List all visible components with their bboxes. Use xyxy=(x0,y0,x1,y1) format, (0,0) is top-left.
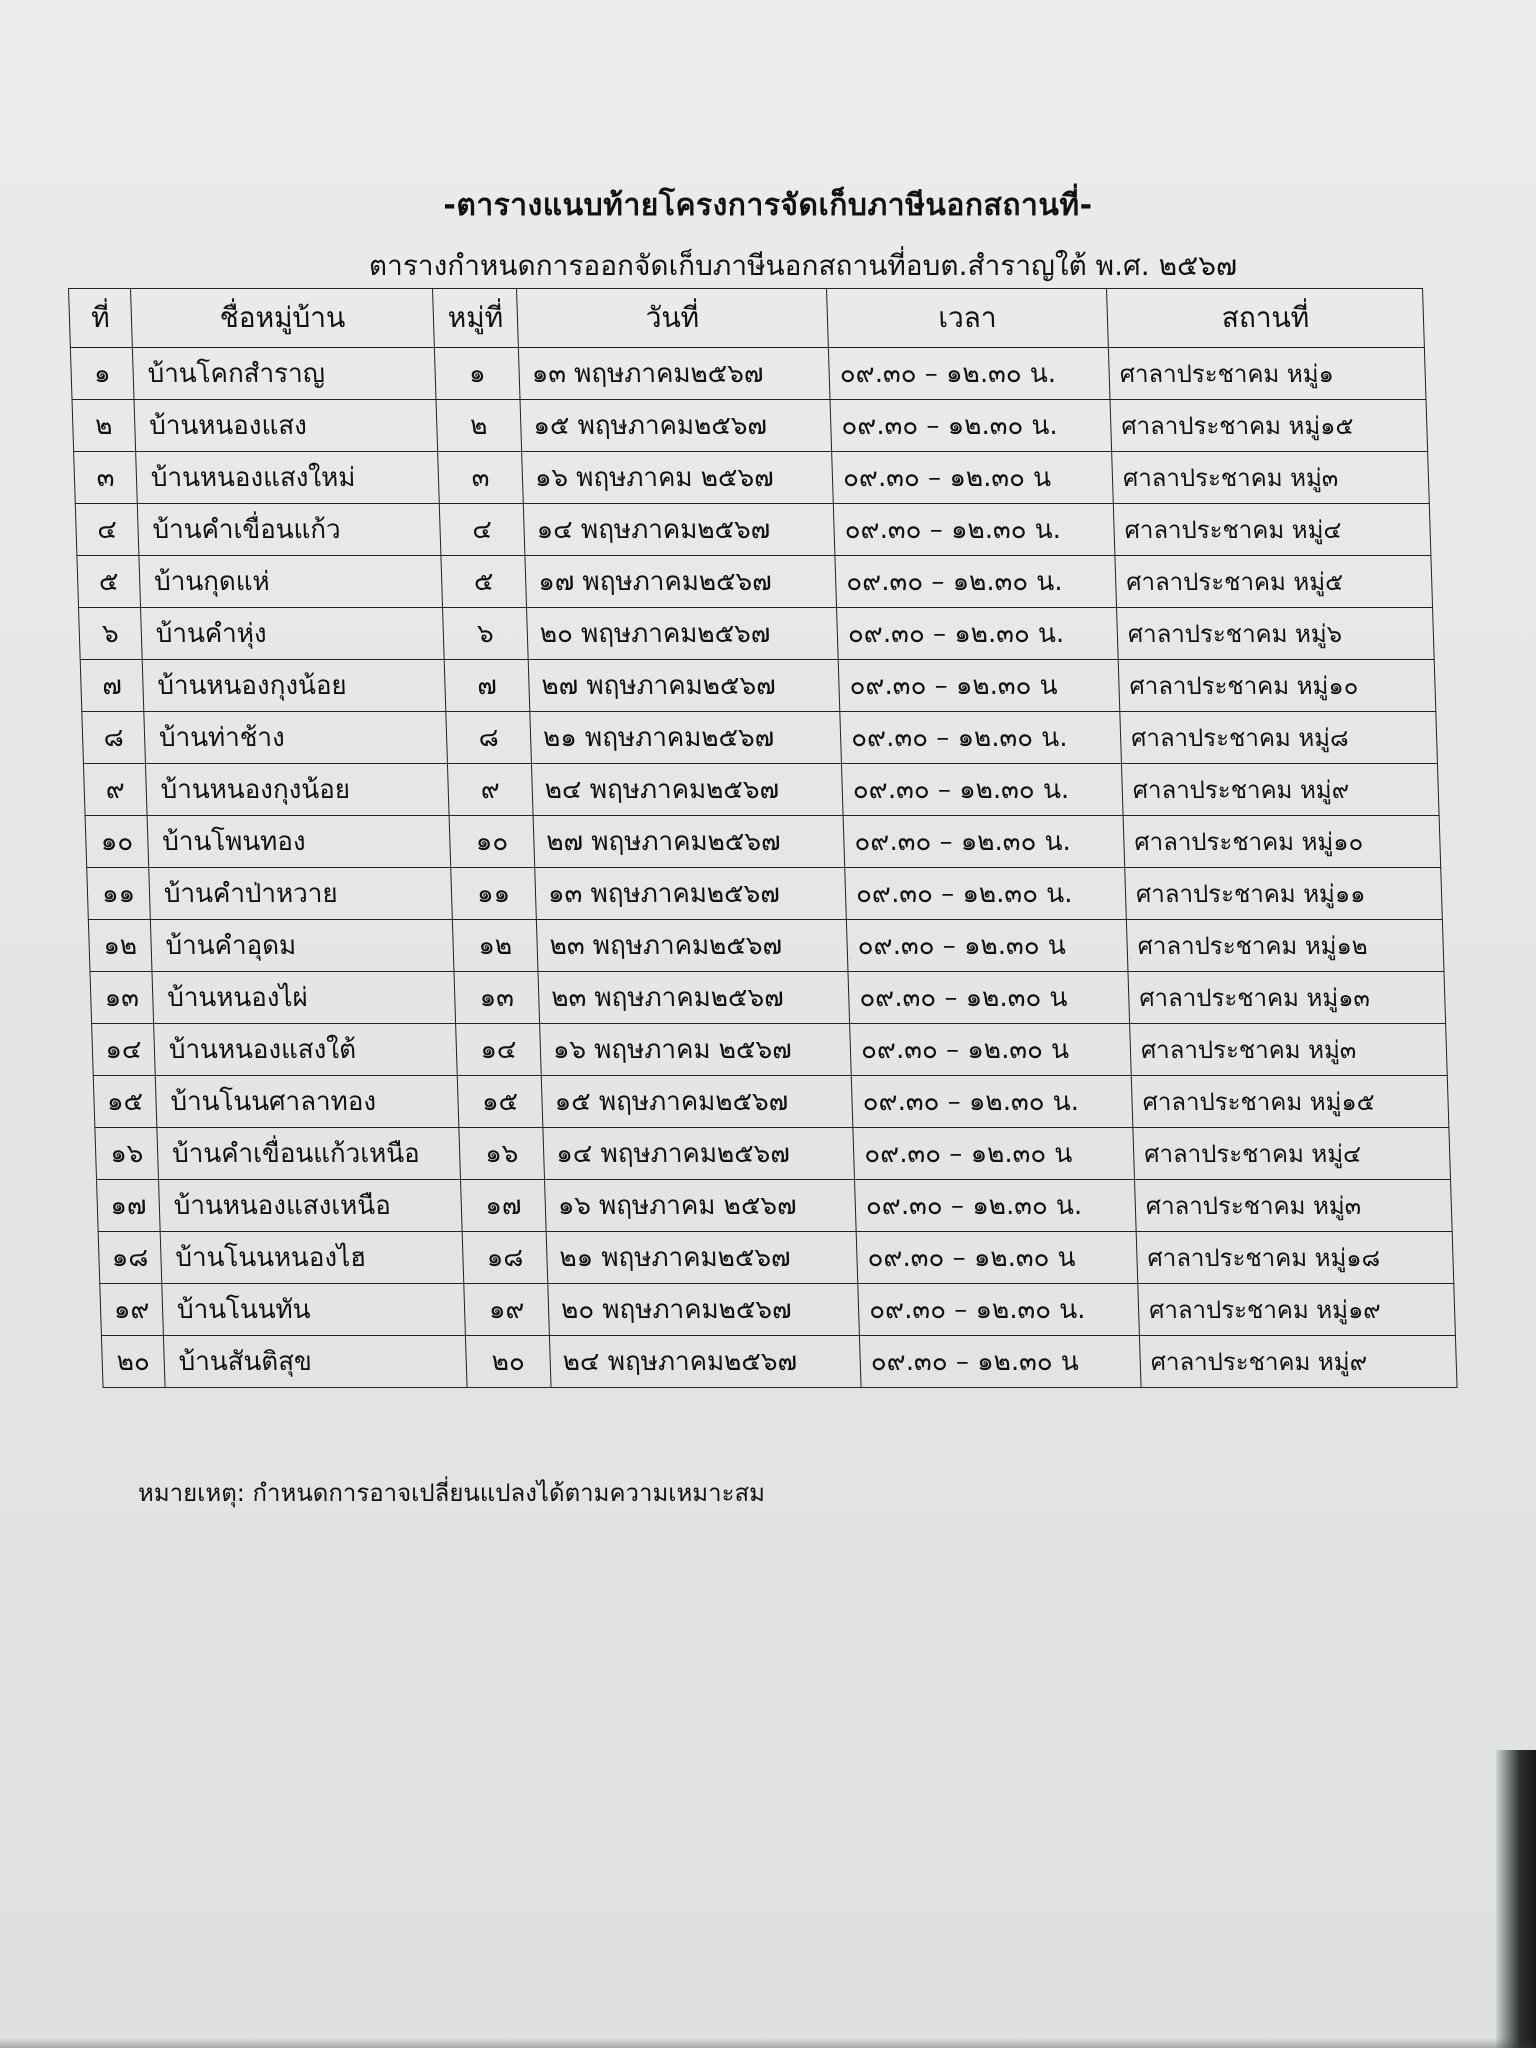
cell-village-name: บ้านคำเขื่อนแก้วเหนือ xyxy=(157,1128,461,1180)
cell-moo: ๑๗ xyxy=(461,1180,547,1232)
table-row xyxy=(79,608,1435,660)
cell-time: ๐๙.๓๐ – ๑๒.๓๐ น xyxy=(848,972,1130,1024)
cell-time: ๐๙.๓๐ – ๑๒.๓๐ น xyxy=(859,1336,1141,1388)
cell-place: ศาลาประชาคม หมู่๑๑ xyxy=(1125,868,1443,920)
cell-village-name: บ้านหนองแสง xyxy=(134,400,438,452)
cell-no: ๘ xyxy=(82,712,146,764)
cell-no: ๖ xyxy=(79,608,143,660)
cell-moo: ๖ xyxy=(443,608,529,660)
cell-place: ศาลาประชาคม หมู่๑๐ xyxy=(1123,816,1441,868)
cell-date: ๑๕ พฤษภาคม๒๕๖๗ xyxy=(520,400,832,452)
footnote: หมายเหตุ: กำหนดการอาจเปลี่ยนแปลงได้ตามความเหมาะสม xyxy=(138,1479,765,1507)
table-body xyxy=(70,348,1457,1388)
cell-time: ๐๙.๓๐ – ๑๒.๓๐ น. xyxy=(833,504,1115,556)
cell-time: ๐๙.๓๐ – ๑๒.๓๐ น. xyxy=(840,712,1122,764)
cell-date: ๒๗ พฤษภาคม๒๕๖๗ xyxy=(528,660,840,712)
cell-time: ๐๙.๓๐ – ๑๒.๓๐ น. xyxy=(841,764,1123,816)
cell-place: ศาลาประชาคม หมู่๙ xyxy=(1121,764,1439,816)
cell-place: ศาลาประชาคม หมู่๑๘ xyxy=(1136,1232,1454,1284)
table-header-row xyxy=(69,289,1425,348)
table-row xyxy=(95,1128,1451,1180)
cell-moo: ๒ xyxy=(436,400,522,452)
cell-date: ๑๓ พฤษภาคม๒๕๖๗ xyxy=(535,868,847,920)
cell-village-name: บ้านหนองไผ่ xyxy=(152,972,456,1024)
cell-village-name: บ้านโนนหนองไฮ xyxy=(160,1232,464,1284)
cell-date: ๒๔ พฤษภาคม๒๕๖๗ xyxy=(549,1336,861,1388)
cell-date: ๑๖ พฤษภาคม ๒๕๖๗ xyxy=(545,1180,857,1232)
cell-no: ๕ xyxy=(77,556,141,608)
table-row xyxy=(90,972,1446,1024)
cell-date: ๒๓ พฤษภาคม๒๕๖๗ xyxy=(536,920,848,972)
cell-time: ๐๙.๓๐ – ๑๒.๓๐ น. xyxy=(843,816,1125,868)
cell-place: ศาลาประชาคม หมู่๑๐ xyxy=(1118,660,1436,712)
cell-place: ศาลาประชาคม หมู่๓ xyxy=(1135,1180,1453,1232)
cell-moo: ๑๖ xyxy=(459,1128,545,1180)
cell-no: ๑๓ xyxy=(90,972,154,1024)
document-subtitle: ตารางกำหนดการออกจัดเก็บภาษีนอกสถานที่อบต.สำราญใต้ พ.ศ. ๒๕๖๗ xyxy=(368,249,1238,282)
cell-moo: ๑๔ xyxy=(456,1024,542,1076)
cell-village-name: บ้านหนองแสงใหม่ xyxy=(136,452,440,504)
cell-moo: ๘ xyxy=(446,712,532,764)
cell-moo: ๒๐ xyxy=(465,1336,551,1388)
cell-no: ๑๙ xyxy=(100,1284,164,1336)
table-row xyxy=(77,556,1433,608)
cell-time: ๐๙.๓๐ – ๑๒.๓๐ น. xyxy=(855,1180,1137,1232)
cell-date: ๒๑ พฤษภาคม๒๕๖๗ xyxy=(546,1232,858,1284)
cell-place: ศาลาประชาคม หมู่๘ xyxy=(1120,712,1438,764)
cell-no: ๑ xyxy=(70,348,134,400)
cell-village-name: บ้านคำหุ่ง xyxy=(141,608,445,660)
cell-time: ๐๙.๓๐ – ๑๒.๓๐ น xyxy=(856,1232,1138,1284)
cell-place: ศาลาประชาคม หมู่๔ xyxy=(1113,504,1431,556)
cell-moo: ๓ xyxy=(438,452,524,504)
cell-no: ๑๔ xyxy=(92,1024,156,1076)
cell-time: ๐๙.๓๐ – ๑๒.๓๐ น xyxy=(846,920,1128,972)
cell-place: ศาลาประชาคม หมู่๙ xyxy=(1139,1336,1457,1388)
cell-moo: ๑๐ xyxy=(449,816,535,868)
document-title: -ตารางแนบท้ายโครงการจัดเก็บภาษีนอกสถานที่- xyxy=(443,188,1093,223)
cell-village-name: บ้านสันติสุข xyxy=(163,1336,467,1388)
table-row xyxy=(80,660,1436,712)
cell-moo: ๑ xyxy=(434,348,520,400)
cell-village-name: บ้านโนนศาลาทอง xyxy=(155,1076,459,1128)
cell-moo: ๑๓ xyxy=(454,972,540,1024)
cell-date: ๑๓ พฤษภาคม๒๕๖๗ xyxy=(518,348,830,400)
cell-village-name: บ้านหนองกุงน้อย xyxy=(142,660,446,712)
cell-no: ๗ xyxy=(80,660,144,712)
cell-date: ๒๑ พฤษภาคม๒๕๖๗ xyxy=(530,712,842,764)
cell-date: ๒๗ พฤษภาคม๒๕๖๗ xyxy=(533,816,845,868)
cell-time: ๐๙.๓๐ – ๑๒.๓๐ น. xyxy=(835,556,1117,608)
cell-place: ศาลาประชาคม หมู่๓ xyxy=(1112,452,1430,504)
cell-date: ๒๔ พฤษภาคม๒๕๖๗ xyxy=(531,764,843,816)
cell-date: ๑๗ พฤษภาคม๒๕๖๗ xyxy=(525,556,837,608)
cell-no: ๑๖ xyxy=(95,1128,159,1180)
table-row xyxy=(74,452,1430,504)
cell-no: ๑๘ xyxy=(98,1232,162,1284)
schedule-table xyxy=(68,288,1458,1388)
cell-village-name: บ้านหนองกุงน้อย xyxy=(145,764,449,816)
cell-village-name: บ้านหนองแสงเหนือ xyxy=(159,1180,463,1232)
header-date: วันที่ xyxy=(517,289,829,348)
cell-time: ๐๙.๓๐ – ๑๒.๓๐ น xyxy=(838,660,1120,712)
cell-moo: ๗ xyxy=(444,660,530,712)
cell-moo: ๑๕ xyxy=(457,1076,543,1128)
cell-no: ๑๗ xyxy=(97,1180,161,1232)
cell-village-name: บ้านโคกสำราญ xyxy=(132,348,436,400)
table-row xyxy=(88,920,1444,972)
cell-date: ๒๐ พฤษภาคม๒๕๖๗ xyxy=(548,1284,860,1336)
cell-no: ๙ xyxy=(83,764,147,816)
cell-date: ๒๐ พฤษภาคม๒๕๖๗ xyxy=(527,608,839,660)
cell-village-name: บ้านคำป่าหวาย xyxy=(149,868,453,920)
table-row xyxy=(93,1076,1449,1128)
cell-village-name: บ้านคำอุดม xyxy=(150,920,454,972)
cell-no: ๑๕ xyxy=(93,1076,157,1128)
cell-moo: ๑๘ xyxy=(462,1232,548,1284)
cell-village-name: บ้านโพนทอง xyxy=(147,816,451,868)
cell-date: ๒๓ พฤษภาคม๒๕๖๗ xyxy=(538,972,850,1024)
cell-village-name: บ้านคำเขื่อนแก้ว xyxy=(137,504,441,556)
header-place: สถานที่ xyxy=(1107,289,1425,348)
cell-village-name: บ้านท่าช้าง xyxy=(144,712,448,764)
table-row xyxy=(70,348,1426,400)
table-row xyxy=(82,712,1438,764)
header-moo: หมู่ที่ xyxy=(433,289,519,348)
cell-place: ศาลาประชาคม หมู่๑๕ xyxy=(1131,1076,1449,1128)
cell-date: ๑๖ พฤษภาคม ๒๕๖๗ xyxy=(540,1024,852,1076)
cell-date: ๑๕ พฤษภาคม๒๕๖๗ xyxy=(541,1076,853,1128)
cell-moo: ๑๑ xyxy=(451,868,537,920)
header-village-name: ชื่อหมู่บ้าน xyxy=(131,289,435,348)
cell-place: ศาลาประชาคม หมู่๖ xyxy=(1117,608,1435,660)
table-row xyxy=(101,1336,1457,1388)
cell-no: ๑๐ xyxy=(85,816,149,868)
cell-time: ๐๙.๓๐ – ๑๒.๓๐ น xyxy=(832,452,1114,504)
cell-date: ๑๔ พฤษภาคม๒๕๖๗ xyxy=(543,1128,855,1180)
cell-moo: ๑๙ xyxy=(464,1284,550,1336)
cell-time: ๐๙.๓๐ – ๑๒.๓๐ น. xyxy=(851,1076,1133,1128)
background-edge xyxy=(1496,1750,1536,2048)
table-row xyxy=(92,1024,1448,1076)
cell-place: ศาลาประชาคม หมู่๕ xyxy=(1115,556,1433,608)
cell-village-name: บ้านกุดแห่ xyxy=(139,556,443,608)
paper-shadow xyxy=(0,2038,1536,2048)
cell-no: ๑๒ xyxy=(88,920,152,972)
header-no: ที่ xyxy=(69,289,133,348)
cell-place: ศาลาประชาคม หมู่๑๕ xyxy=(1110,400,1428,452)
cell-place: ศาลาประชาคม หมู่๑๙ xyxy=(1138,1284,1456,1336)
table-row xyxy=(100,1284,1456,1336)
cell-no: ๒ xyxy=(72,400,136,452)
table-row xyxy=(87,868,1443,920)
cell-no: ๓ xyxy=(74,452,138,504)
table-row xyxy=(98,1232,1454,1284)
cell-place: ศาลาประชาคม หมู่๔ xyxy=(1133,1128,1451,1180)
cell-time: ๐๙.๓๐ – ๑๒.๓๐ น xyxy=(853,1128,1135,1180)
cell-no: ๔ xyxy=(75,504,139,556)
cell-place: ศาลาประชาคม หมู่๑ xyxy=(1108,348,1426,400)
cell-time: ๐๙.๓๐ – ๑๒.๓๐ น. xyxy=(845,868,1127,920)
cell-place: ศาลาประชาคม หมู่๑๒ xyxy=(1126,920,1444,972)
cell-no: ๑๑ xyxy=(87,868,151,920)
cell-moo: ๕ xyxy=(441,556,527,608)
cell-village-name: บ้านโนนทัน xyxy=(162,1284,466,1336)
cell-time: ๐๙.๓๐ – ๑๒.๓๐ น xyxy=(850,1024,1132,1076)
table-row xyxy=(72,400,1428,452)
cell-place: ศาลาประชาคม หมู่๑๓ xyxy=(1128,972,1446,1024)
table-row xyxy=(83,764,1439,816)
cell-time: ๐๙.๓๐ – ๑๒.๓๐ น. xyxy=(830,400,1112,452)
cell-place: ศาลาประชาคม หมู่๓ xyxy=(1130,1024,1448,1076)
cell-time: ๐๙.๓๐ – ๑๒.๓๐ น. xyxy=(858,1284,1140,1336)
table-row xyxy=(75,504,1431,556)
table-row xyxy=(85,816,1441,868)
cell-no: ๒๐ xyxy=(101,1336,165,1388)
header-time: เวลา xyxy=(827,289,1109,348)
cell-date: ๑๖ พฤษภาคม ๒๕๖๗ xyxy=(522,452,834,504)
cell-time: ๐๙.๓๐ – ๑๒.๓๐ น. xyxy=(837,608,1119,660)
cell-moo: ๔ xyxy=(439,504,525,556)
cell-moo: ๙ xyxy=(447,764,533,816)
cell-moo: ๑๒ xyxy=(452,920,538,972)
cell-time: ๐๙.๓๐ – ๑๒.๓๐ น. xyxy=(828,348,1110,400)
table-row xyxy=(97,1180,1453,1232)
cell-village-name: บ้านหนองแสงใต้ xyxy=(154,1024,458,1076)
cell-date: ๑๔ พฤษภาคม๒๕๖๗ xyxy=(523,504,835,556)
